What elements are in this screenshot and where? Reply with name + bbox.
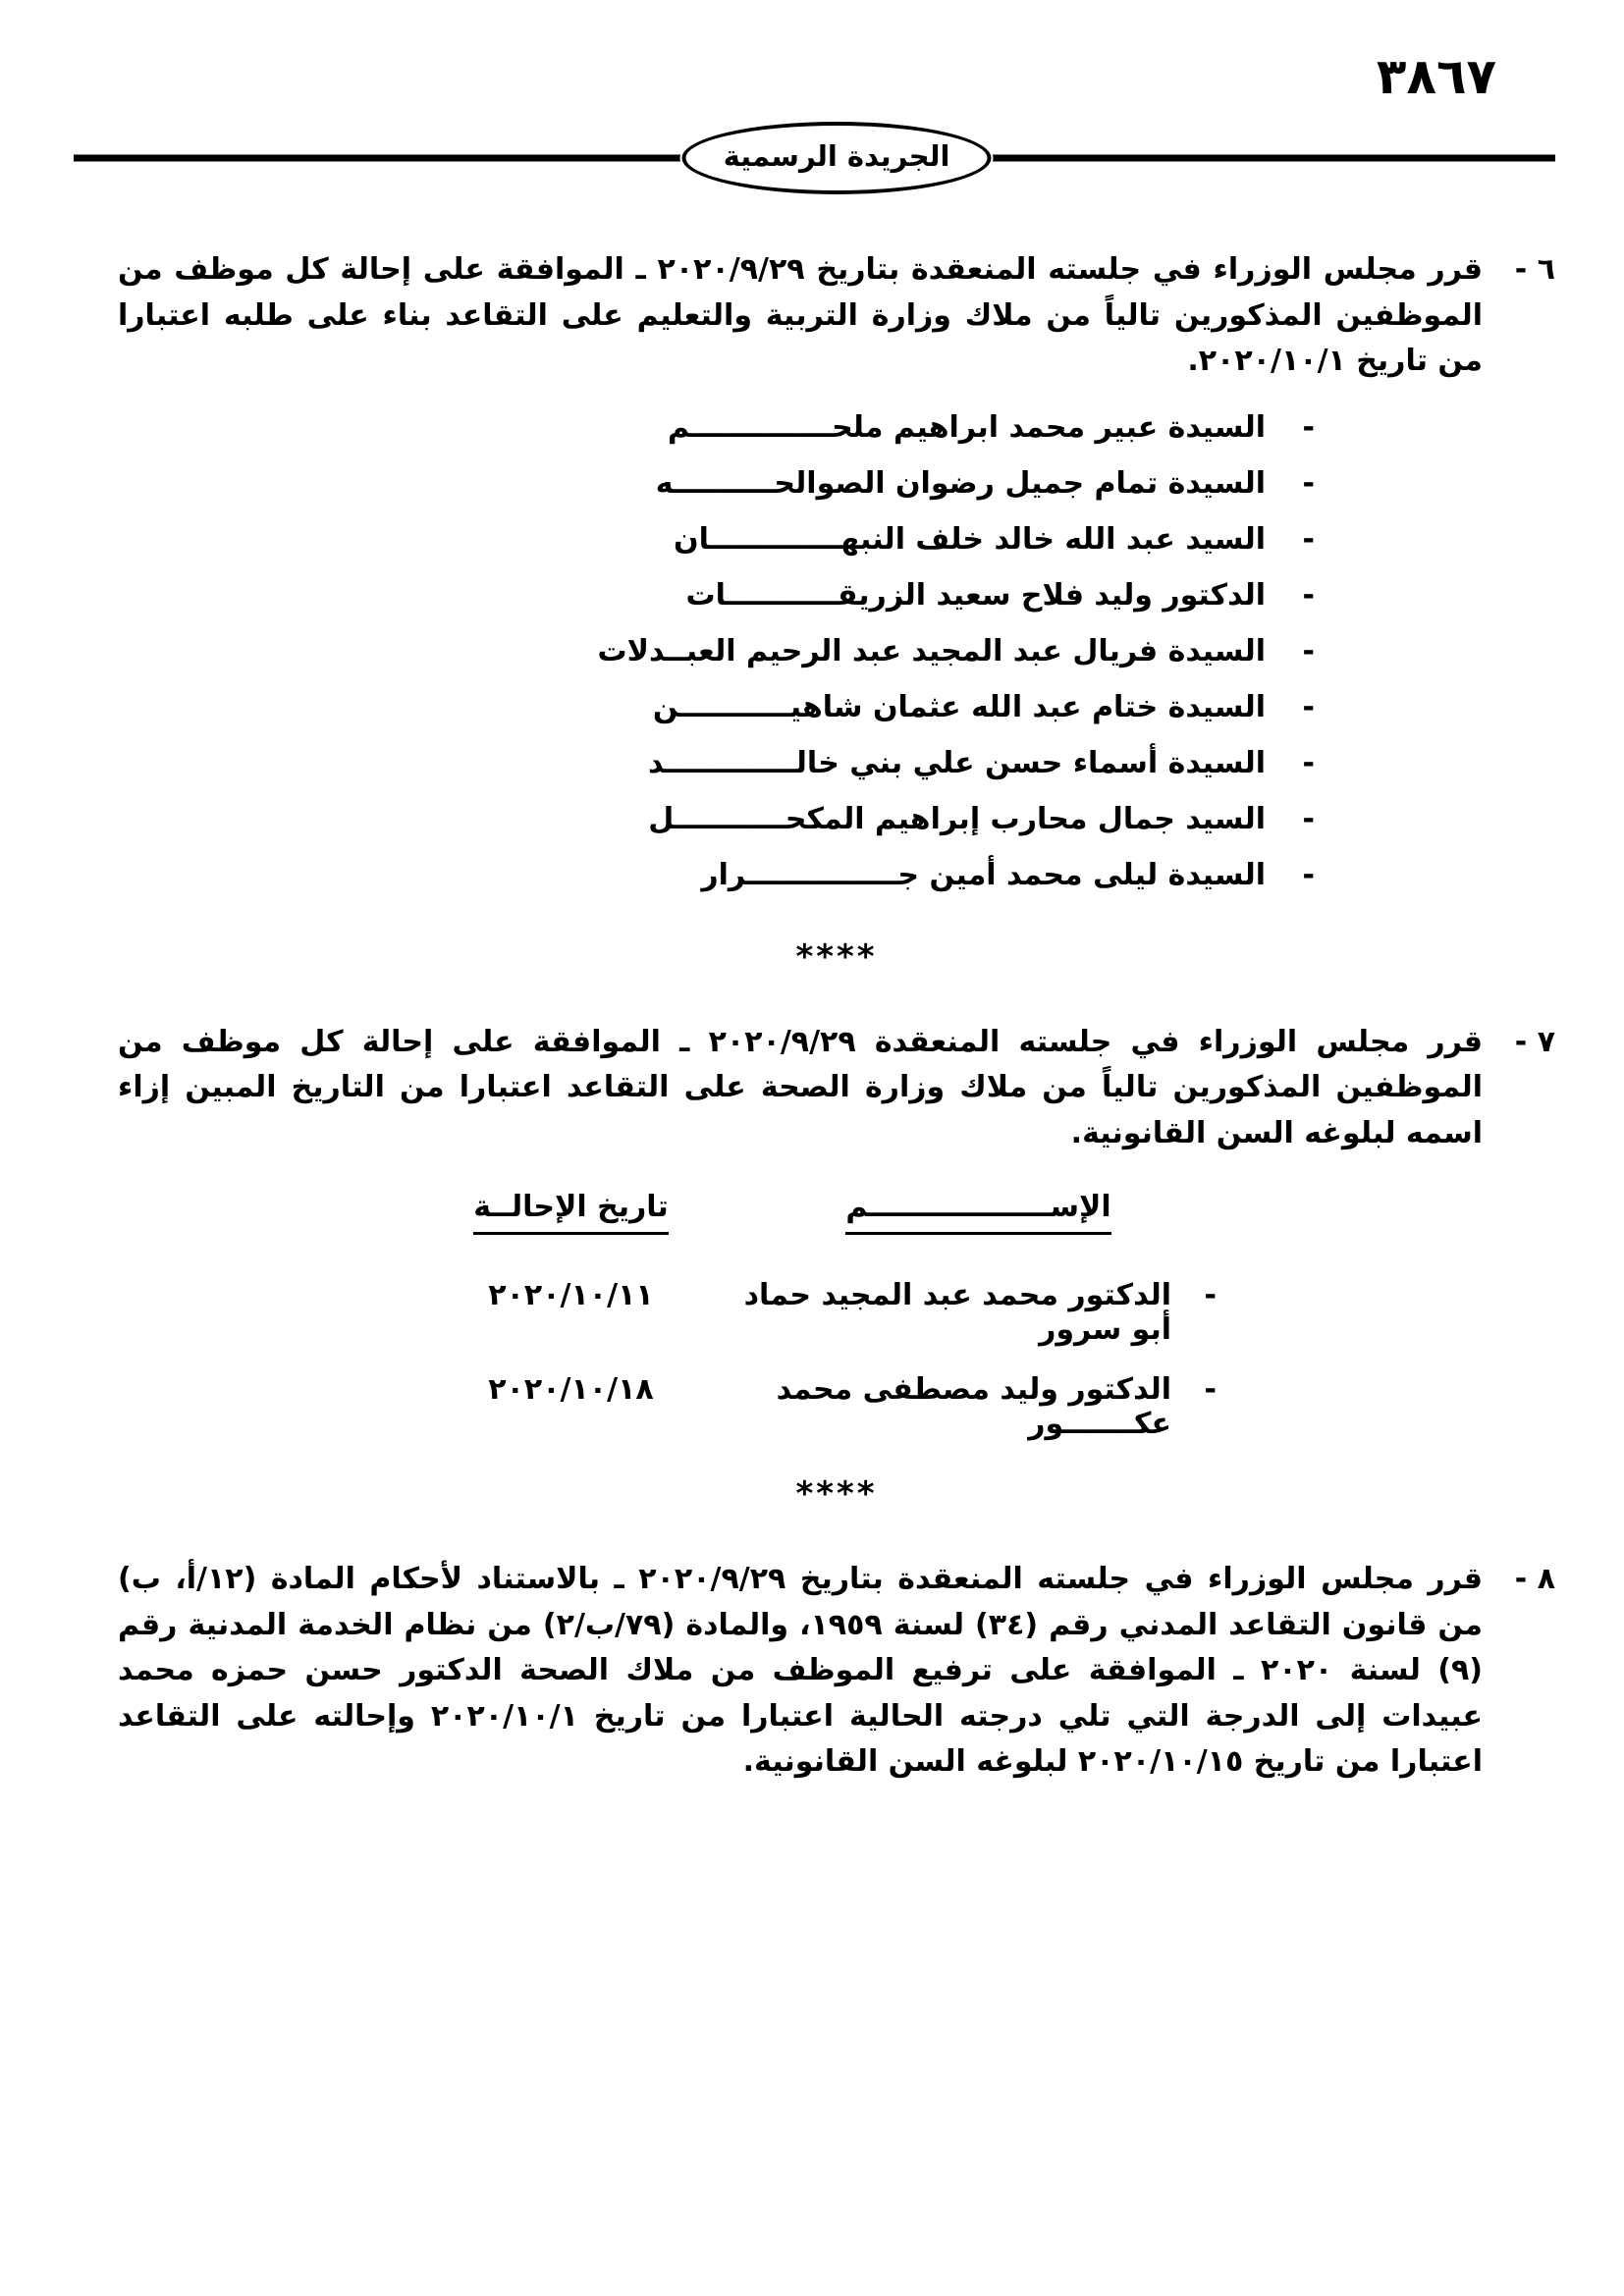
table-cell-name (740, 1372, 1217, 1441)
list-item (118, 746, 1315, 802)
retiree-name: السيدة تمام جميل رضوان الصوالحــــــــــه (655, 465, 1266, 501)
retiree-name: السيد عبد الله خالد خلف النبهـــــــــــــان (673, 521, 1266, 557)
list-item (118, 522, 1315, 578)
header-rule (118, 120, 1555, 196)
retiree-names-list (118, 410, 1555, 914)
referral-table (402, 1190, 1217, 1441)
list-item (118, 634, 1315, 690)
retiree-name: السيدة عبير محمد ابراهيم ملحــــــــــــــم (667, 409, 1266, 445)
decree-item-6 (118, 247, 1555, 385)
section-separator: **** (795, 1474, 878, 1514)
list-dash: - (1302, 521, 1315, 557)
table-row (402, 1278, 1217, 1347)
retiree-name: السيدة ليلى محمد أمين جـــــــــــــــرار (701, 857, 1266, 892)
list-dash: - (1302, 745, 1315, 780)
decree-6-text: قرر مجلس الوزراء في جلسته المنعقدة بتاريخ ٢٠٢٠/٩/٢٩ ـ الموافقة على إحالة كل موظف من الموظفين المذكورين تالياً من ملاك وزارة التربية والتعليم على التقاعد بناء على طلبه اعتبارا من تاريخ ٢٠٢٠/١٠/١. (118, 252, 1483, 378)
decree-8-text: قرر مجلس الوزراء في جلسته المنعقدة بتاريخ ٢٠٢٠/٩/٢٩ ـ بالاستناد لأحكام المادة (١٢/أ، ب) من قانون التقاعد المدني رقم (٣٤) لسنة ١٩٥٩، والمادة (٧٩/ب/٢) من نظام الخدمة المدنية رقم (٩) لسنة ٢٠٢٠ ـ الموافقة على ترفيع الموظف من ملاك الصحة الدكتور حسن حمزه محمد عبيدات إلى الدرجة التي تلي درجته الحالية اعتبارا من تاريخ ٢٠٢٠/١٠/١ وإحالته على التقاعد اعتبارا من تاريخ ٢٠٢٠/١٠/١٥ لبلوغه السن القانونية. (118, 1562, 1484, 1779)
list-dash: - (1302, 689, 1315, 724)
column-header-name: الإســــــــــــــــــم (845, 1190, 1110, 1235)
list-item (118, 410, 1315, 466)
list-item (118, 802, 1315, 858)
decree-6-number: ٦ - (1514, 252, 1555, 287)
list-dash: - (1204, 1278, 1217, 1312)
table-row (402, 1372, 1217, 1441)
table-cell-name (740, 1278, 1217, 1347)
retiree-name: السيدة ختام عبد الله عثمان شاهيـــــــــــن (652, 689, 1266, 724)
retiree-name: الدكتور وليد فلاح سعيد الزريقـــــــــــات (685, 577, 1266, 613)
list-item (118, 466, 1315, 522)
table-header-row (402, 1190, 1217, 1235)
list-dash: - (1302, 633, 1315, 668)
list-dash: - (1204, 1372, 1217, 1407)
section-separator: **** (795, 936, 878, 977)
decree-7-text: قرر مجلس الوزراء في جلسته المنعقدة ٢٠٢٠/٩/٢٩ ـ الموافقة على إحالة كل موظف من الموظفين المذكورين تالياً من ملاك وزارة الصحة على التقاعد اعتبارا من التاريخ المبين إزاء اسمه لبلوغه السن القانونية. (118, 1024, 1483, 1150)
list-item (118, 578, 1315, 634)
employee-name: الدكتور وليد مصطفى محمد عكـــــــور (776, 1372, 1171, 1441)
list-item (118, 858, 1315, 914)
retiree-name: السيدة فريال عبد المجيد عبد الرحيم العبــدلات (597, 633, 1266, 668)
table-cell-date: ٢٠٢٠/١٠/١١ (488, 1278, 654, 1312)
list-dash: - (1302, 801, 1315, 836)
table-cell-date: ٢٠٢٠/١٠/١٨ (488, 1372, 654, 1407)
retiree-name: السيد جمال محارب إبراهيم المكحـــــــــــل (648, 801, 1266, 836)
decree-item-8 (118, 1557, 1555, 1786)
decree-7-number: ٧ - (1514, 1024, 1555, 1059)
list-item (118, 690, 1315, 746)
decree-item-7 (118, 1020, 1555, 1157)
list-dash: - (1302, 577, 1315, 613)
employee-name: الدكتور محمد عبد المجيد حماد أبو سرور (743, 1278, 1171, 1347)
list-dash: - (1302, 409, 1315, 445)
column-header-date: تاريخ الإحالــة (473, 1190, 669, 1235)
decree-8-number: ٨ - (1514, 1562, 1555, 1596)
gazette-title: الجريدة الرسمية (723, 139, 950, 173)
page-number: ٣٨٦٧ (1376, 48, 1496, 105)
list-dash: - (1302, 857, 1315, 892)
list-dash: - (1302, 465, 1315, 501)
retiree-name: السيدة أسماء حسن علي بني خالـــــــــــــد (648, 745, 1266, 780)
gazette-title-badge (682, 122, 992, 194)
